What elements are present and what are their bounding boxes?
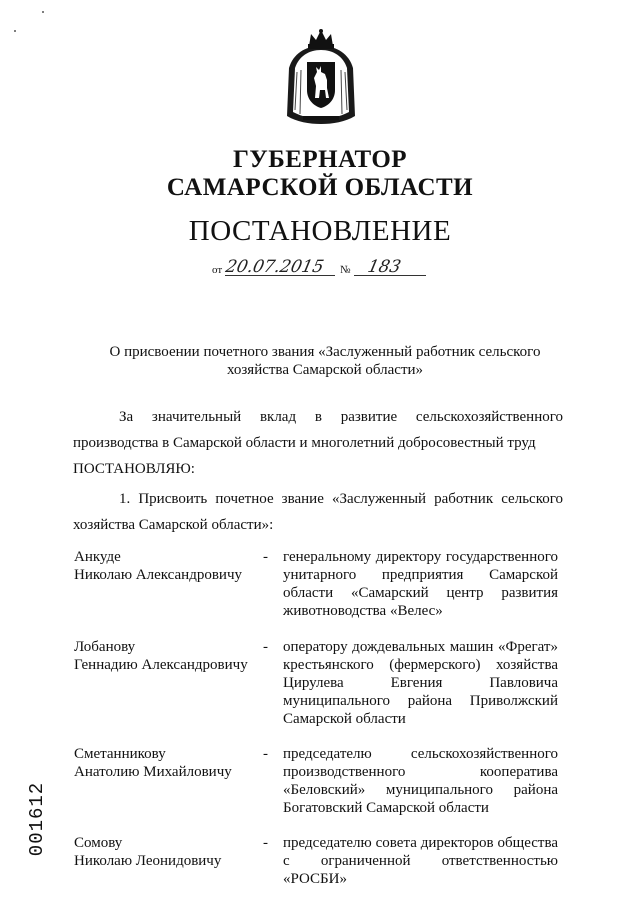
awardee-surname: Сметанникову [74, 746, 166, 762]
awardee-given-name: Геннадию Александровичу [74, 657, 248, 673]
preamble: За значительный вклад в развитие сельскохозяйственного производства в Самарской области и многолетний добросовестный труд [73, 409, 563, 451]
awardee-position: генеральному директору государственного унитарного предприятия Самарской области «Самарский центр развития животноводства «Велес» [283, 549, 558, 619]
awardee-surname: Сомову [74, 835, 123, 851]
handwritten-date: 20.07.2015 [223, 257, 326, 277]
authority-title-line1: ГУБЕРНАТОР [232, 146, 408, 173]
scan-speck [42, 11, 44, 13]
awardee-given-name: Николаю Леонидовичу [74, 853, 222, 869]
handwritten-number: 183 [365, 257, 403, 277]
awardee-name [74, 548, 264, 584]
authority-title-line2: САМАРСКОЙ ОБЛАСТИ [166, 174, 474, 201]
date-underline [225, 275, 335, 276]
awardee-surname: Анкуде [74, 549, 121, 565]
awardee-given-name: Николаю Александровичу [74, 567, 242, 583]
registration-number-text: 001612 [26, 781, 49, 857]
awardee-name [74, 834, 264, 870]
scan-speck [14, 30, 16, 32]
awardee-dash: - [263, 549, 268, 565]
document-subject: О присвоении почетного звания «Заслуженный работник сельского хозяйства Самарской области» [109, 344, 541, 378]
awardee-dash: - [263, 639, 268, 655]
awardee-surname: Лобанову [74, 639, 136, 655]
awardee-position: председателю сельскохозяйственного производственного кооператива «Беловский» муниципального района Богатовский Самарской области [283, 746, 558, 816]
awardee-name [74, 745, 264, 781]
from-label: от [212, 264, 223, 276]
coat-of-arms-icon [283, 28, 359, 128]
awardee-position: оператору дождевальных машин «Фрегат» крестьянского (фермерского) хозяйства Цирулева Евгения Павловича муниципального района Приволжский Самарской области [283, 639, 558, 727]
awardee-dash: - [263, 835, 268, 851]
item-1: 1. Присвоить почетное звание «Заслуженный работник сельского хозяйства Самарской области»: [73, 491, 563, 533]
number-underline [354, 275, 426, 276]
awardee-name [74, 638, 264, 674]
document-type: ПОСТАНОВЛЕНИЕ [188, 215, 452, 247]
awardee-position: председателю совета директоров общества с ограниченной ответственностью «РОСБИ» [283, 835, 558, 887]
registration-number [22, 781, 62, 857]
awardee-dash: - [263, 746, 268, 762]
date-number-line [212, 257, 442, 279]
resolve-word: ПОСТАНОВЛЯЮ: [73, 461, 195, 477]
awardee-given-name: Анатолию Михайловичу [74, 764, 232, 780]
number-label: № [340, 264, 351, 276]
